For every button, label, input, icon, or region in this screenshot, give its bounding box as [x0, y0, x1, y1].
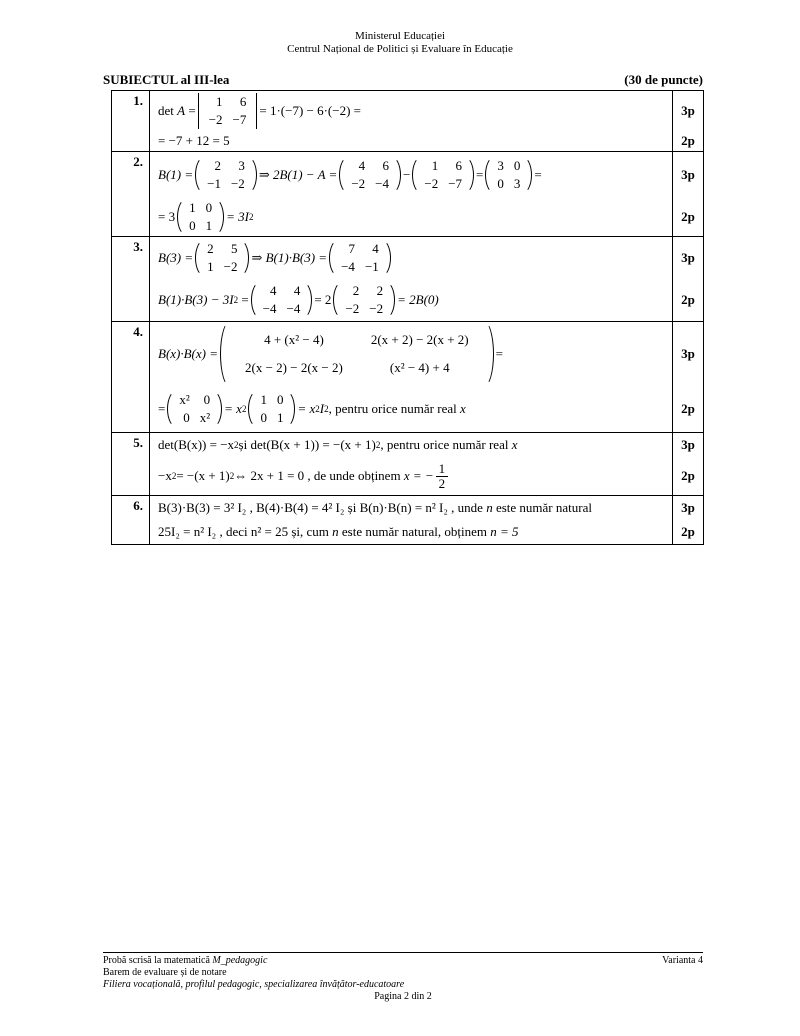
item-number: 3. [112, 237, 150, 322]
item-points: 3p 2p [673, 496, 704, 545]
item-points: 3p 2p [673, 152, 704, 237]
footer-variant: Varianta 4 [662, 955, 703, 966]
table-row [112, 496, 704, 545]
table-row [112, 91, 704, 152]
item-content: B(3)·B(3) = 3² I₂ , B(4)·B(4) = 4² I₂ și B(n)·B(n) = n² I₂ , unde n este număr natural 25I₂ = n² I₂ , deci n² = 25 și, cum n este număr natural, obținem n = 5 [150, 496, 673, 545]
ministry-name: Ministerul Educației [354, 30, 446, 42]
grading-table [111, 90, 704, 545]
item-content: det(B(x)) = −x 2 și det(B(x + 1)) = −(x + 1) 2 , pentru orice număr real x −x 2 = −(x + 1) 2 ⇔ 2x + 1 = 0 , de unde obținem x = − $\frac{1}{2}$ [150, 433, 673, 496]
item-points: 3p 2p [673, 91, 704, 152]
item-content: B(3) = 2 5 1 −2 ⇒ B(1)·B(3) = 7 4 −4 −1 B(1)·B(3) − 3I 2 = 4 4 −4 −4 = 2 2 2 −2 −2 = 2B(0) [150, 237, 673, 322]
item-number: 4. [112, 322, 150, 433]
table-row [112, 237, 704, 322]
item-number: 6. [112, 496, 150, 545]
table-row [112, 433, 704, 496]
item-points: 3p 2p [673, 237, 704, 322]
footer-page: Pagina 2 din 2 [374, 991, 432, 1002]
table-row [112, 322, 704, 433]
footer-exam: Probă scrisă la matematică [103, 955, 210, 966]
item-content: det A = 1 6 −2 −7 = 1·(−7) − 6·(−2) = = −7 + 12 = 5 [150, 91, 673, 152]
table-row [112, 152, 704, 237]
item-content: B(1) = 2 3 −1 −2 ⇒ 2B(1) − A = 4 6 −2 −4 − 1 6 −2 −7 = 3 0 0 3 = = 3 1 0 0 1 = 3I 2 [150, 152, 673, 237]
footer-exam-type: M_pedagogic [212, 955, 268, 966]
section-points: (30 de puncte) [624, 72, 703, 87]
center-name: Centrul Național de Politici și Evaluare în Educație [287, 43, 513, 55]
section-title-row [103, 72, 703, 88]
item-content: B(x)·B(x) = 4 + (x² − 4) 2(x + 2) − 2(x + 2) 2(x − 2) − 2(x − 2) (x² − 4) + 4 = = x² 0 0 x² = x 2 1 0 0 1 = x 2 I 2 , pentru orice număr real x [150, 322, 673, 433]
item-number: 2. [112, 152, 150, 237]
footer-barem: Barem de evaluare și de notare [103, 967, 227, 978]
document-header [0, 30, 800, 56]
item-number: 1. [112, 91, 150, 152]
item-number: 5. [112, 433, 150, 496]
footer-track: Filiera vocațională, profilul pedagogic, specializarea învățător-educatoare [103, 979, 405, 990]
item-points: 3p 2p [673, 433, 704, 496]
section-title: SUBIECTUL al III-lea [103, 72, 230, 87]
document-footer [103, 952, 703, 1003]
item-points: 3p 2p [673, 322, 704, 433]
